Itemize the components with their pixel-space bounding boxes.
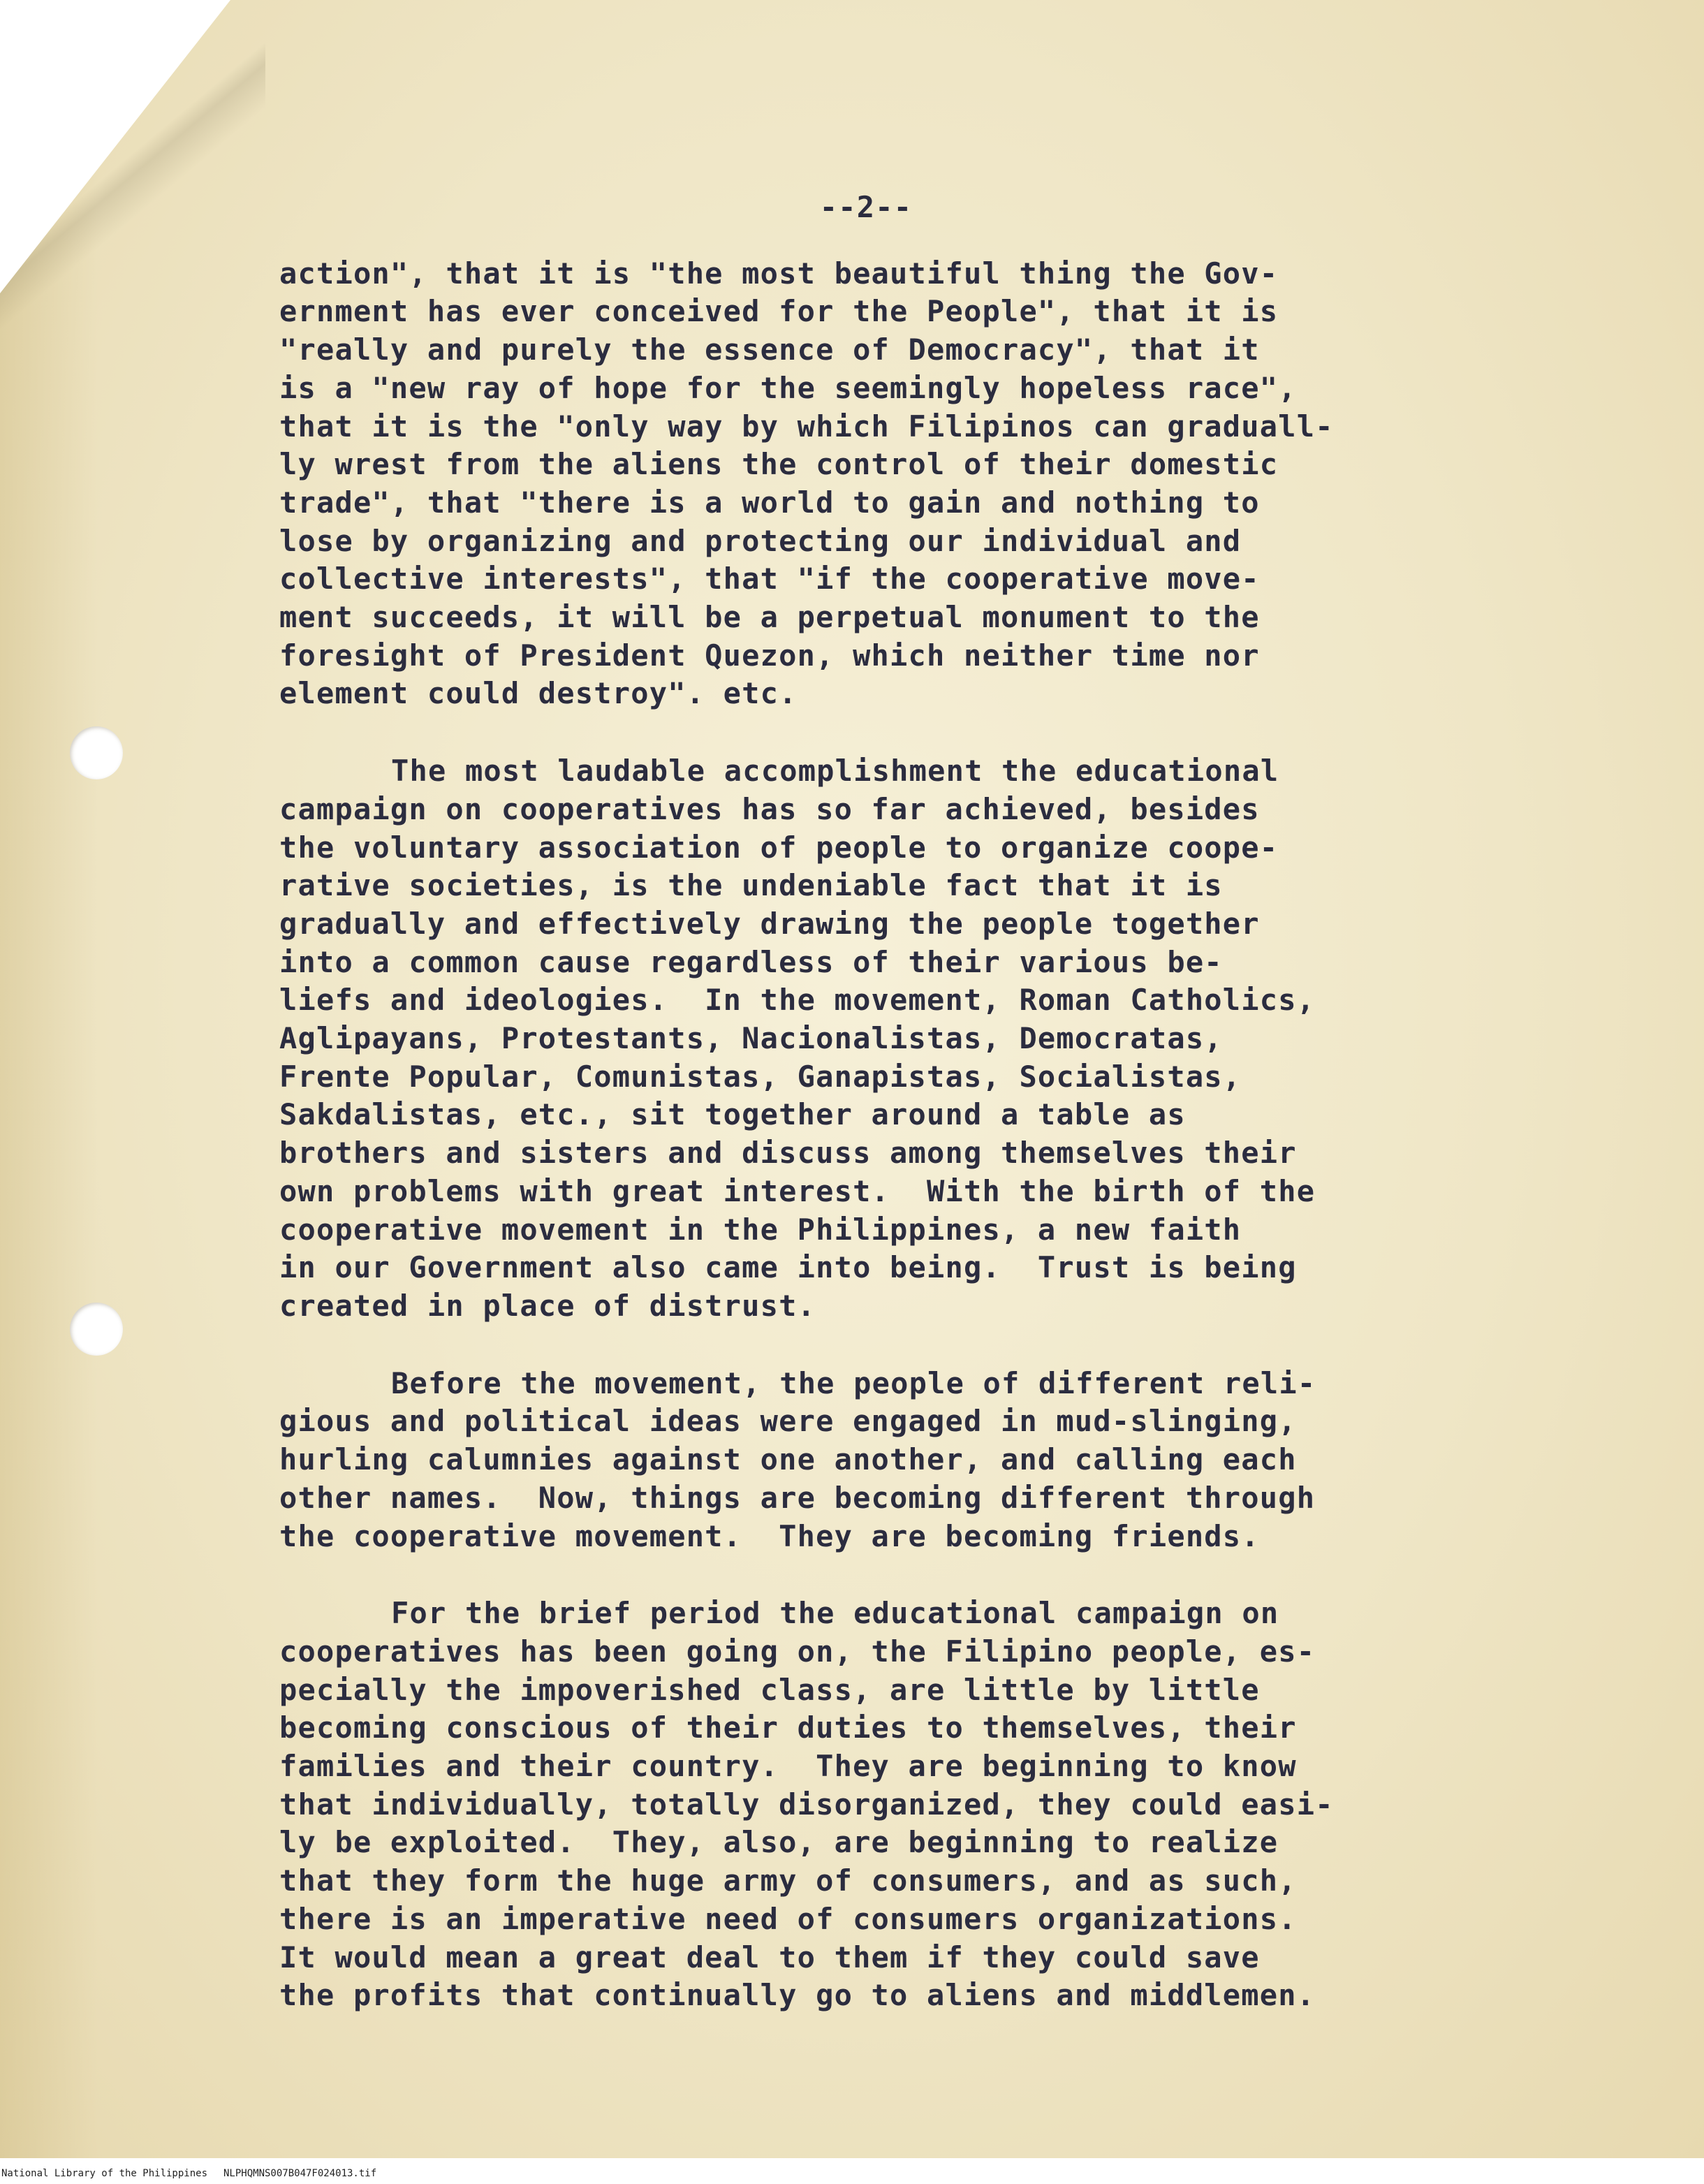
paragraph <box>279 1365 1481 1556</box>
paragraph <box>279 1595 1481 2015</box>
text-line: the cooperative movement. They are becoming friends. <box>279 1518 1260 1553</box>
punch-hole-top <box>70 726 123 779</box>
text-line: families and their country. They are beginning to know <box>279 1749 1297 1784</box>
text-line: "really and purely the essence of Democracy", that it <box>279 332 1260 367</box>
paragraph <box>279 255 1481 713</box>
text-line: Frente Popular, Comunistas, Ganapistas, Socialistas, <box>279 1059 1242 1094</box>
text-line: foresight of President Quezon, which neither time nor <box>279 638 1260 673</box>
text-line: ernment has ever conceived for the People", that it is <box>279 294 1279 329</box>
text-line: ment succeeds, it will be a perpetual monument to the <box>279 600 1260 635</box>
text-line: trade", that "there is a world to gain and nothing to <box>279 485 1260 520</box>
punch-hole-bottom <box>70 1303 123 1356</box>
text-line: collective interests", that "if the cooperative move- <box>279 562 1260 596</box>
scan-footer <box>0 2164 1704 2184</box>
text-line: that they form the huge army of consumers, and as such, <box>279 1863 1297 1898</box>
text-line: gious and political ideas were engaged in mud-slinging, <box>279 1404 1297 1439</box>
text-line: The most laudable accomplishment the educational <box>391 754 1279 789</box>
text-line: Sakdalistas, etc., sit together around a table as <box>279 1097 1186 1132</box>
page-number: --2-- <box>819 190 913 224</box>
typed-text-body <box>279 189 1481 2054</box>
text-line: brothers and sisters and discuss among themselves their <box>279 1136 1297 1171</box>
text-line: cooperatives has been going on, the Filipino people, es- <box>279 1634 1316 1669</box>
text-line: liefs and ideologies. In the movement, Roman Catholics, <box>279 983 1316 1018</box>
paragraphs <box>279 255 1481 2015</box>
torn-corner <box>0 0 230 293</box>
text-line: pecially the impoverished class, are little by little <box>279 1672 1260 1707</box>
text-line: action", that it is "the most beautiful thing the Gov- <box>279 256 1279 291</box>
text-line: ly wrest from the aliens the control of their domestic <box>279 447 1279 482</box>
text-line: ly be exploited. They, also, are beginning to realize <box>279 1825 1279 1860</box>
text-line: own problems with great interest. With the birth of the <box>279 1173 1316 1208</box>
text-line: that individually, totally disorganized, they could easi- <box>279 1787 1334 1822</box>
text-line: in our Government also came into being. Trust is being <box>279 1250 1297 1285</box>
text-line: into a common cause regardless of their various be- <box>279 944 1223 979</box>
text-line: the voluntary association of people to organize coope- <box>279 830 1279 865</box>
text-line: other names. Now, things are becoming different through <box>279 1480 1316 1515</box>
footer-filename: NLPHQMNS007B047F024013.tif <box>223 2168 377 2179</box>
text-line: element could destroy". etc. <box>279 676 798 711</box>
text-line: gradually and effectively drawing the people together <box>279 906 1260 941</box>
text-line: that it is the "only way by which Filipinos can graduall- <box>279 409 1334 444</box>
text-line: is a "new ray of hope for the seemingly hopeless race", <box>279 370 1297 405</box>
text-line: It would mean a great deal to them if they could save <box>279 1940 1260 1974</box>
paragraph <box>279 752 1481 1326</box>
text-line: the profits that continually go to aliens and middlemen. <box>279 1978 1316 2013</box>
text-line: campaign on cooperatives has so far achieved, besides <box>279 791 1260 826</box>
text-line: becoming conscious of their duties to themselves, their <box>279 1710 1297 1745</box>
text-line: For the brief period the educational campaign on <box>391 1596 1279 1631</box>
text-line: lose by organizing and protecting our individual and <box>279 523 1242 558</box>
text-line: cooperative movement in the Philippines, a new faith <box>279 1212 1242 1247</box>
text-line: hurling calumnies against one another, and calling each <box>279 1442 1297 1477</box>
text-line: there is an imperative need of consumers organizations. <box>279 1901 1297 1936</box>
text-line: created in place of distrust. <box>279 1288 816 1323</box>
footer-library-name: National Library of the Philippines <box>1 2168 208 2179</box>
text-line: Aglipayans, Protestants, Nacionalistas, Democratas, <box>279 1021 1223 1056</box>
text-line: rative societies, is the undeniable fact that it is <box>279 868 1223 903</box>
text-line: Before the movement, the people of different reli- <box>391 1365 1316 1400</box>
